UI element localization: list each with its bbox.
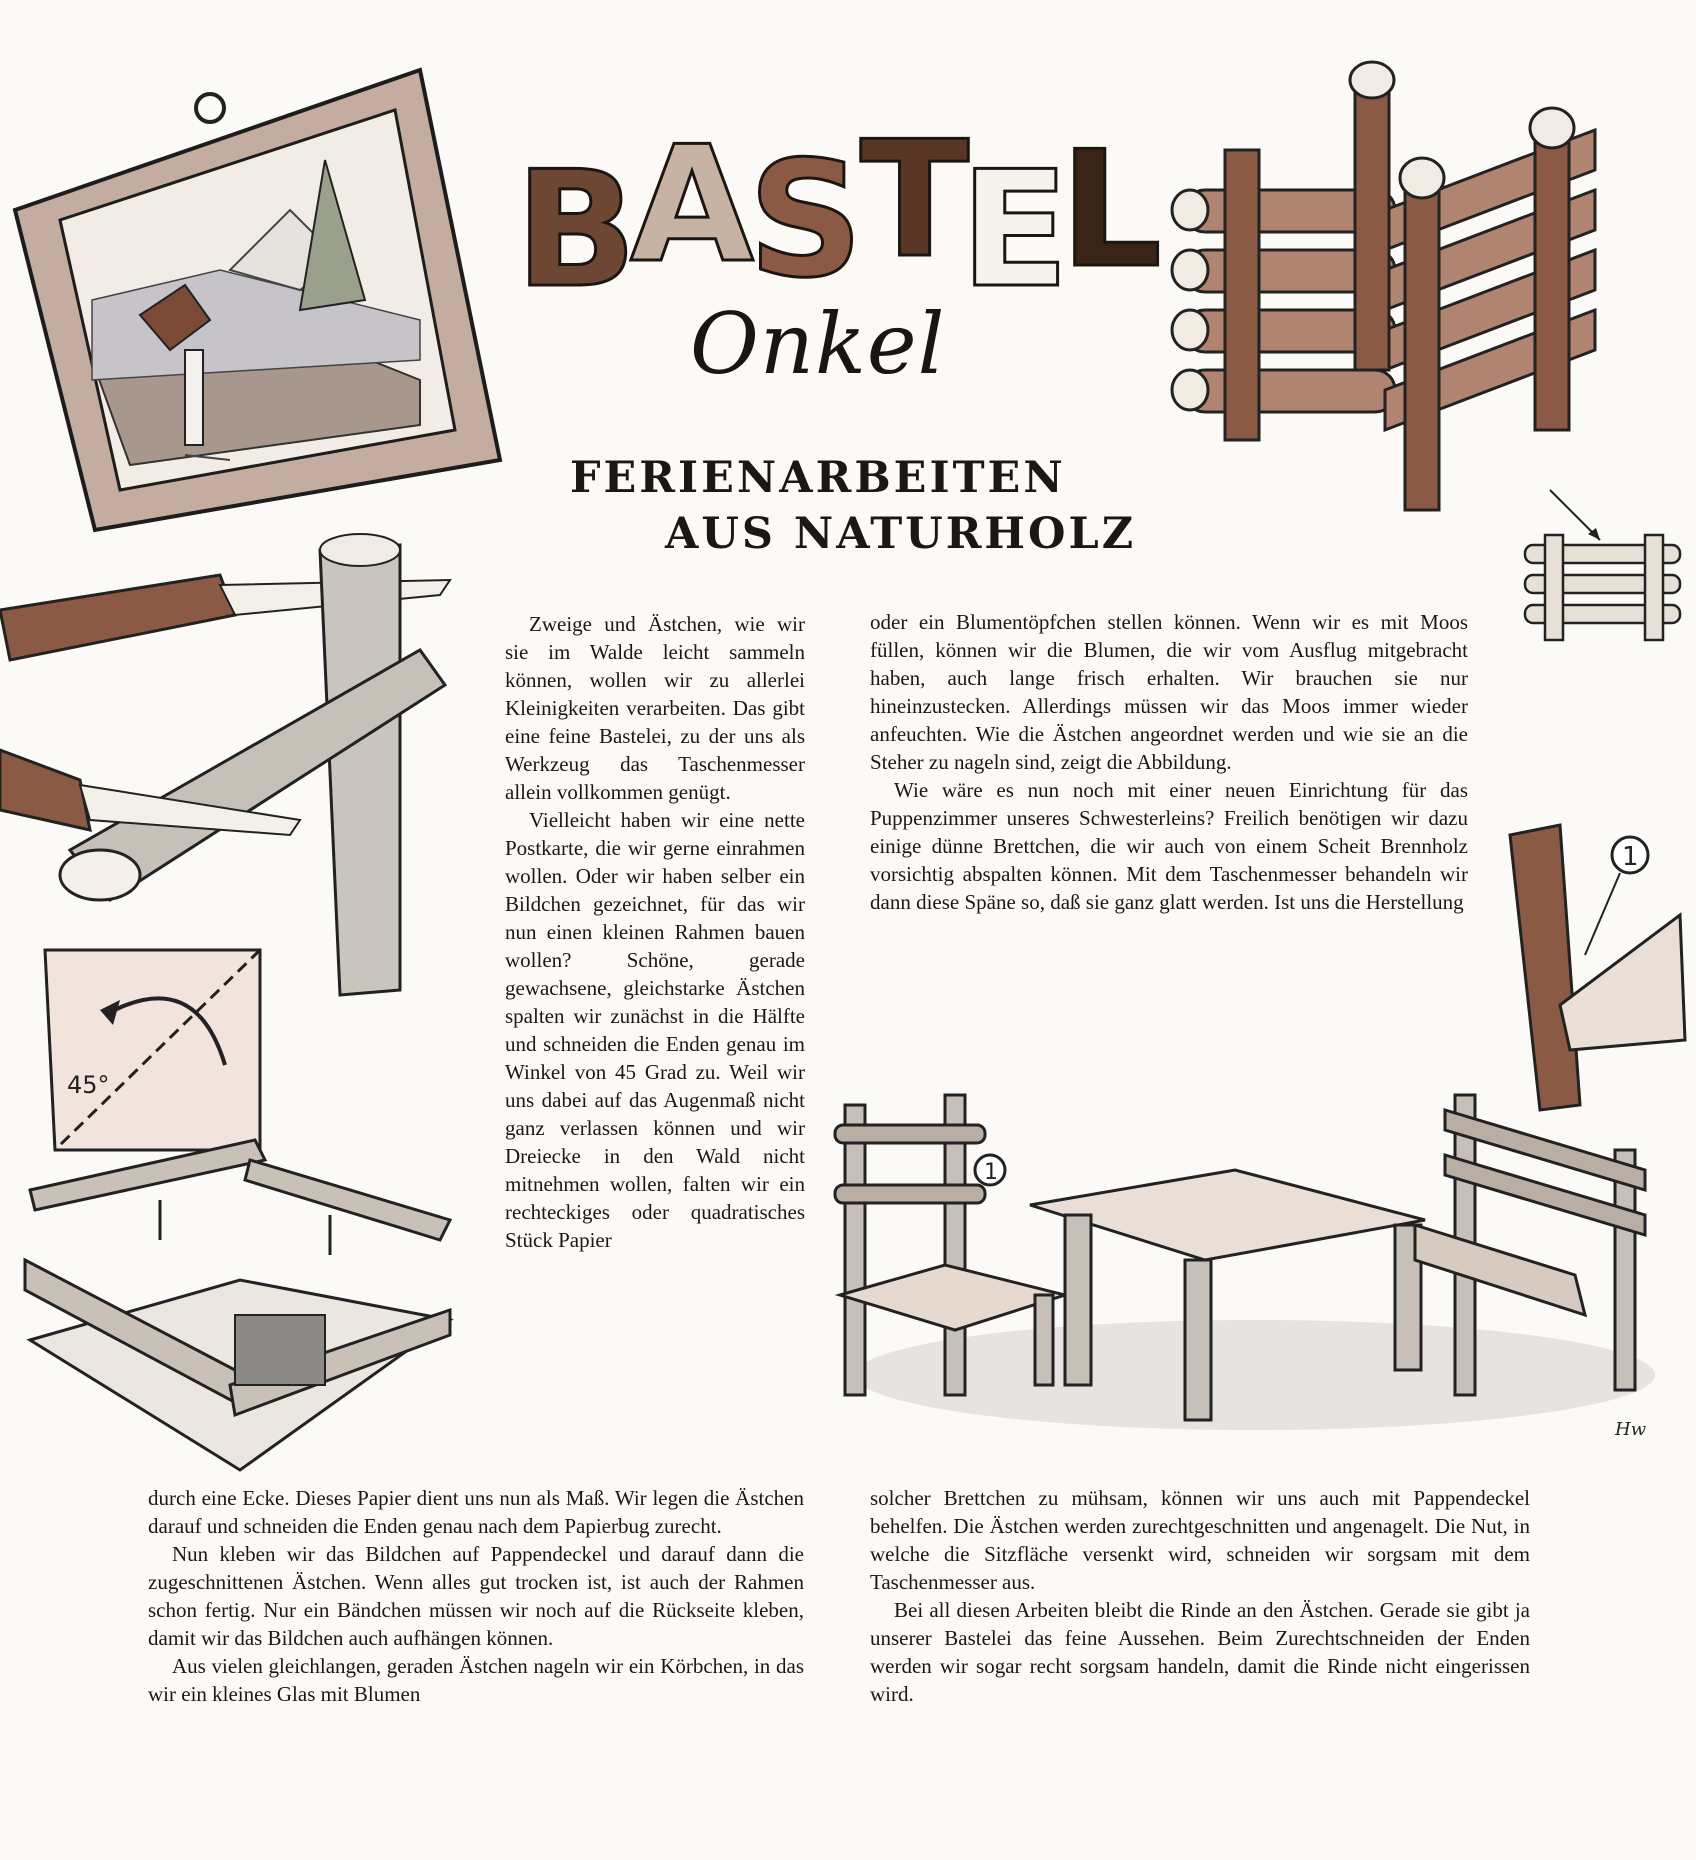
headline-line-1: FERIENARBEITEN <box>570 453 1066 503</box>
masthead-letter-l: L <box>1060 116 1162 303</box>
masthead-letter-s: S <box>748 126 864 313</box>
article-column-2-bottom <box>870 1484 1530 1708</box>
page-title <box>560 450 1170 562</box>
headline-line-2: AUS NATURHOLZ <box>665 509 1137 559</box>
paragraph: oder ein Blumentöpfchen stellen können. Wenn wir es mit Moos füllen, können wir die Blumen, die wir vom Ausflug mitgebracht haben, auch lange frisch erhalten. Wir brauchen sie nur hineinzustecken. Allerdings müssen wir das Moos immer wieder anfeuchten. Wie die Ästchen angeordnet werden und wie sie an die Steher zu nageln sind, zeigt die Abbildung. <box>870 610 1468 774</box>
paragraph: Aus vielen gleichlangen, geraden Ästchen nageln wir ein Körbchen, in das wir ein kleines Glas mit Blumen <box>148 1654 804 1706</box>
masthead-letter-a: A <box>630 111 754 298</box>
article-column-2 <box>870 608 1468 916</box>
log-basket-illustration <box>1165 60 1615 510</box>
masthead-subtitle: Onkel <box>690 295 946 393</box>
masthead-letter-t: T <box>860 106 970 293</box>
paragraph: Bei all diesen Arbeiten bleibt die Rinde an den Ästchen. Gerade sie gibt ja unserer Bastelei das feine Aussehen. Beim Zurechtschneiden der Enden werden wir sogar recht sorgsam handeln, damit die Rinde nicht eingerissen wird. <box>870 1598 1530 1706</box>
callout-number: 1 <box>1622 842 1639 872</box>
framed-picture-illustration <box>0 60 500 540</box>
article-column-1-bottom <box>148 1484 804 1708</box>
paragraph: Wie wäre es nun noch mit einer neuen Einrichtung für das Puppenzimmer unseres Schwesterleins? Freilich benötigen wir dazu einige dünne Brettchen, die wir auch von einem Scheit Brennholz vorsichtig abspalten können. Mit dem Taschenmesser behandeln wir dann diese Späne so, daß sie ganz glatt werden. Ist uns die Herstellung <box>870 778 1468 914</box>
paragraph: Vielleicht haben wir eine nette Postkarte, die wir gerne einrahmen wollen. Oder wir haben selber ein Bildchen gezeichnet, für das wir nun einen kleinen Rahmen bauen wollen? Schöne, gerade gewachsene, gleichstarke Ästchen spalten wir zunächst in die Hälfte und schneiden die Enden genau im Winkel von 45 Grad zu. Weil wir uns dabei auf das Augenmaß nicht ganz verlassen können und wir Dreiecke in den Wald nicht mitnehmen wollen, falten wir ein rechteckiges oder quadratisches Stück Papier <box>505 808 805 1252</box>
article-column-1 <box>505 610 805 1254</box>
masthead-letter-e: E <box>960 136 1070 323</box>
angle-label: 45° <box>67 1071 110 1099</box>
paragraph: Zweige und Ästchen, wie wir sie im Walde leicht sammeln können, wollen wir zu allerlei Kleinigkeiten verarbeiten. Das gibt eine feine Bastelei, zu der uns als Werkzeug das Taschenmesser allein vollkommen genügt. <box>505 612 805 804</box>
masthead-letter-b: B <box>515 136 637 323</box>
basket-detail-illustration <box>1520 490 1690 650</box>
folded-paper-illustration <box>45 945 265 1155</box>
paragraph: Nun kleben wir das Bildchen auf Pappendeckel und darauf dann die zugeschnittenen Ästchen. Wenn alles gut trocken ist, ist auch der Rahmen schon fertig. Nur ein Bändchen müssen wir noch auf die Rückseite kleben, damit wir das Bildchen auch aufhängen können. <box>148 1542 804 1650</box>
callout-number-chair: 1 <box>984 1160 998 1185</box>
doll-furniture-illustration <box>825 1075 1665 1455</box>
frame-assembly-illustration <box>10 1140 450 1480</box>
paragraph: solcher Brettchen zu mühsam, können wir uns auch mit Pappendeckel behelfen. Die Ästchen werden zurechtgeschnitten und angenagelt. Die Nut, in welche die Sitzfläche versenkt wird, schneiden wir sorgsam mit dem Taschenmesser aus. <box>870 1486 1530 1594</box>
paragraph: durch eine Ecke. Dieses Papier dient uns nun als Maß. Wir legen die Ästchen darauf und schneiden die Enden genau nach dem Papierbug zurecht. <box>148 1486 804 1538</box>
log-notch-illustration <box>1500 825 1690 1115</box>
artist-signature: Hw <box>1615 1419 1647 1440</box>
